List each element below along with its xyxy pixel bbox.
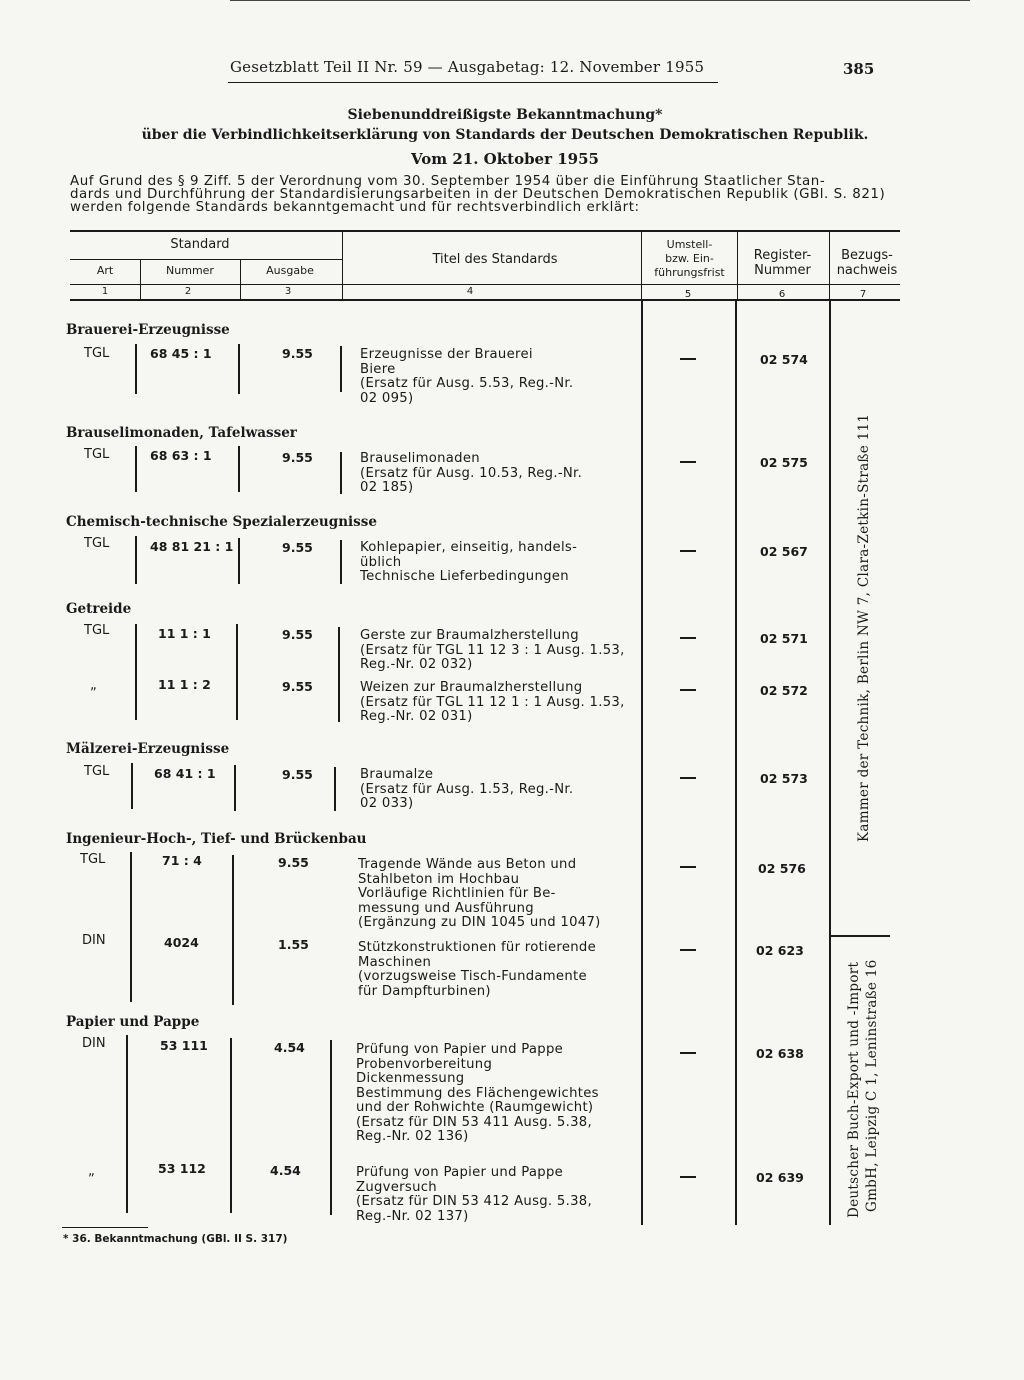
standard-ausgabe: 9.55 bbox=[282, 450, 313, 465]
announcement-subtitle: über die Verbindlichkeitserklärung von Standards der Deutschen Demokratischen Republik. bbox=[141, 127, 869, 143]
standard-art: TGL bbox=[84, 346, 110, 361]
register-number: 02 639 bbox=[756, 1170, 804, 1185]
row-rule bbox=[334, 767, 336, 811]
standard-ausgabe: 9.55 bbox=[282, 679, 313, 694]
frist-dash bbox=[680, 637, 696, 639]
register-number: 02 574 bbox=[760, 352, 808, 367]
frist-dash bbox=[680, 1176, 696, 1178]
intro-paragraph bbox=[70, 175, 900, 214]
header-register: Register- Nummer bbox=[753, 248, 812, 278]
header-standard: Standard bbox=[170, 237, 230, 252]
standard-art: DIN bbox=[82, 933, 106, 948]
col-number: 2 bbox=[184, 286, 192, 297]
header-nummer: Nummer bbox=[166, 264, 214, 277]
standard-art: TGL bbox=[84, 764, 110, 779]
frist-dash bbox=[680, 777, 696, 779]
header-divider bbox=[140, 259, 141, 299]
frist-dash bbox=[680, 866, 696, 868]
row-rule bbox=[130, 852, 132, 1002]
standard-ausgabe: 1.55 bbox=[278, 937, 309, 952]
standard-art: „ bbox=[88, 1164, 95, 1179]
standard-art: TGL bbox=[84, 623, 110, 638]
standard-nummer: 53 111 bbox=[160, 1038, 208, 1053]
running-header: Gesetzblatt Teil II Nr. 59 — Ausgabetag: 12. November 1955 bbox=[230, 58, 705, 76]
standard-ausgabe: 9.55 bbox=[282, 767, 313, 782]
announcement-date: Vom 21. Oktober 1955 bbox=[411, 150, 599, 168]
bezugs-separator bbox=[830, 935, 890, 937]
standard-title: Stützkonstruktionen für rotierende Maschinen (vorzugsweise Tisch-Fundamente für Dampfturbinen) bbox=[358, 940, 597, 999]
header-ausgabe: Ausgabe bbox=[266, 264, 314, 277]
row-rule bbox=[238, 538, 240, 584]
standard-nummer: 48 81 21 : 1 bbox=[150, 539, 234, 554]
header-art: Art bbox=[96, 264, 114, 277]
register-number: 02 638 bbox=[756, 1046, 804, 1061]
row-rule bbox=[330, 1040, 332, 1215]
header-divider bbox=[737, 230, 738, 300]
standard-nummer: 68 45 : 1 bbox=[150, 346, 212, 361]
category-heading: Getreide bbox=[66, 601, 132, 617]
col-number: 1 bbox=[101, 286, 109, 297]
row-rule bbox=[340, 346, 342, 392]
col-number: 5 bbox=[684, 289, 692, 300]
header-divider bbox=[829, 230, 830, 300]
row-rule bbox=[131, 763, 133, 809]
row-rule bbox=[135, 446, 137, 492]
column-rule bbox=[829, 300, 831, 1225]
col-number: 3 bbox=[284, 286, 292, 297]
bezugsnachweis-buchexport: Deutscher Buch-Export und -Import bbox=[846, 961, 862, 1218]
footnote-rule bbox=[62, 1227, 148, 1228]
frist-dash bbox=[680, 358, 696, 360]
header-divider bbox=[240, 259, 241, 299]
register-number: 02 571 bbox=[760, 631, 808, 646]
row-rule bbox=[340, 540, 342, 584]
standard-title: Gerste zur Braumalzherstellung (Ersatz für TGL 11 12 3 : 1 Ausg. 1.53, Reg.-Nr. 02 032) bbox=[360, 628, 625, 672]
standard-title: Braumalze (Ersatz für Ausg. 1.53, Reg.-Nr. 02 033) bbox=[360, 767, 574, 811]
row-rule bbox=[135, 624, 137, 720]
register-number: 02 567 bbox=[760, 544, 808, 559]
table-top-rule bbox=[70, 230, 900, 232]
row-rule bbox=[126, 1035, 128, 1213]
standard-nummer: 11 1 : 1 bbox=[158, 626, 211, 641]
standard-art: „ bbox=[90, 678, 97, 693]
register-number: 02 572 bbox=[760, 683, 808, 698]
header-mid-rule bbox=[70, 284, 900, 285]
standard-title: Kohlepapier, einseitig, handels- üblich Technische Lieferbedingungen bbox=[360, 540, 578, 584]
header-divider bbox=[342, 230, 343, 300]
frist-dash bbox=[680, 550, 696, 552]
standard-art: DIN bbox=[82, 1036, 106, 1051]
register-number: 02 576 bbox=[758, 861, 806, 876]
col-number: 4 bbox=[466, 286, 474, 297]
header-bezugs: Bezugs- nachweis bbox=[836, 248, 898, 278]
standard-ausgabe: 4.54 bbox=[274, 1040, 305, 1055]
standard-title: Brauselimonaden (Ersatz für Ausg. 10.53, Reg.-Nr. 02 185) bbox=[360, 451, 583, 495]
header-titel: Titel des Standards bbox=[432, 252, 558, 267]
standard-title: Prüfung von Papier und Pappe Zugversuch (Ersatz für DIN 53 412 Ausg. 5.38, Reg.-Nr. 02 137) bbox=[356, 1165, 592, 1224]
standard-ausgabe: 9.55 bbox=[278, 855, 309, 870]
column-rule bbox=[735, 300, 737, 1225]
page-number: 385 bbox=[843, 60, 875, 78]
frist-dash bbox=[680, 689, 696, 691]
row-rule bbox=[135, 344, 137, 394]
row-rule bbox=[338, 627, 340, 722]
column-rule bbox=[641, 300, 643, 1225]
register-number: 02 623 bbox=[756, 943, 804, 958]
intro-line: dards und Durchführung der Standardisierungsarbeiten in der Deutschen Demokratischen Republik (GBl. S. 821) bbox=[70, 187, 886, 202]
row-rule bbox=[230, 1038, 232, 1213]
standard-nummer: 68 63 : 1 bbox=[150, 448, 212, 463]
standard-nummer: 53 112 bbox=[158, 1161, 206, 1176]
register-number: 02 575 bbox=[760, 455, 808, 470]
standard-art: TGL bbox=[84, 536, 110, 551]
standard-subheader-rule bbox=[70, 259, 342, 260]
register-number: 02 573 bbox=[760, 771, 808, 786]
standard-art: TGL bbox=[84, 447, 110, 462]
row-rule bbox=[234, 765, 236, 811]
row-rule bbox=[135, 536, 137, 584]
col-number: 7 bbox=[859, 289, 867, 300]
col-number: 6 bbox=[778, 289, 786, 300]
frist-dash bbox=[680, 1052, 696, 1054]
bezugsnachweis-buchexport-address: GmbH, Leipzig C 1, Leninstraße 16 bbox=[864, 959, 880, 1212]
standard-nummer: 68 41 : 1 bbox=[154, 766, 216, 781]
intro-line: Auf Grund des § 9 Ziff. 5 der Verordnung vom 30. September 1954 über die Einführung Staatlicher Stan- bbox=[70, 174, 826, 189]
standard-title: Weizen zur Braumalzherstellung (Ersatz für TGL 11 12 1 : 1 Ausg. 1.53, Reg.-Nr. 02 031) bbox=[360, 680, 625, 724]
category-heading: Brauerei-Erzeugnisse bbox=[66, 322, 230, 338]
standard-nummer: 4024 bbox=[164, 935, 199, 950]
row-rule bbox=[232, 855, 234, 1005]
standard-ausgabe: 9.55 bbox=[282, 627, 313, 642]
standard-title: Tragende Wände aus Beton und Stahlbeton im Hochbau Vorläufige Richtlinien für Be- messung und Ausführung (Ergänzung zu DIN 1045 und 1047) bbox=[358, 857, 601, 930]
standard-ausgabe: 9.55 bbox=[282, 540, 313, 555]
announcement-title: Siebenunddreißigste Bekanntmachung* bbox=[347, 107, 663, 123]
bezugsnachweis-kdt: Kammer der Technik, Berlin NW 7, Clara-Zetkin-Straße 111 bbox=[856, 413, 872, 842]
standard-ausgabe: 4.54 bbox=[270, 1163, 301, 1178]
header-umstell: Umstell- bzw. Ein- führungsfrist bbox=[654, 238, 725, 279]
standard-nummer: 71 : 4 bbox=[162, 853, 202, 868]
intro-line: werden folgende Standards bekanntgemacht und für rechtsverbindlich erklärt: bbox=[70, 200, 640, 215]
category-heading: Papier und Pappe bbox=[66, 1014, 200, 1030]
category-heading: Chemisch-technische Spezialerzeugnisse bbox=[66, 514, 377, 530]
standard-title: Prüfung von Papier und Pappe Probenvorbereitung Dickenmessung Bestimmung des Flächengewichtes und der Rohwichte (Raumgewicht) (Ersatz für DIN 53 411 Ausg. 5.38, Reg.-Nr. 02 136) bbox=[356, 1042, 599, 1144]
footnote: * 36. Bekanntmachung (GBl. II S. 317) bbox=[63, 1233, 288, 1245]
row-rule bbox=[238, 446, 240, 492]
category-heading: Ingenieur-Hoch-, Tief- und Brückenbau bbox=[66, 831, 367, 847]
page-top-edge bbox=[230, 0, 970, 1]
standard-ausgabe: 9.55 bbox=[282, 346, 313, 361]
frist-dash bbox=[680, 949, 696, 951]
standard-title: Erzeugnisse der Brauerei Biere (Ersatz für Ausg. 5.53, Reg.-Nr. 02 095) bbox=[360, 347, 574, 406]
row-rule bbox=[340, 452, 342, 494]
header-divider bbox=[641, 230, 642, 300]
row-rule bbox=[236, 624, 238, 720]
category-heading: Brauselimonaden, Tafelwasser bbox=[66, 425, 297, 441]
category-heading: Mälzerei-Erzeugnisse bbox=[66, 741, 230, 757]
frist-dash bbox=[680, 461, 696, 463]
row-rule bbox=[238, 344, 240, 394]
standard-nummer: 11 1 : 2 bbox=[158, 677, 211, 692]
header-rule bbox=[228, 82, 718, 83]
standard-art: TGL bbox=[80, 852, 106, 867]
